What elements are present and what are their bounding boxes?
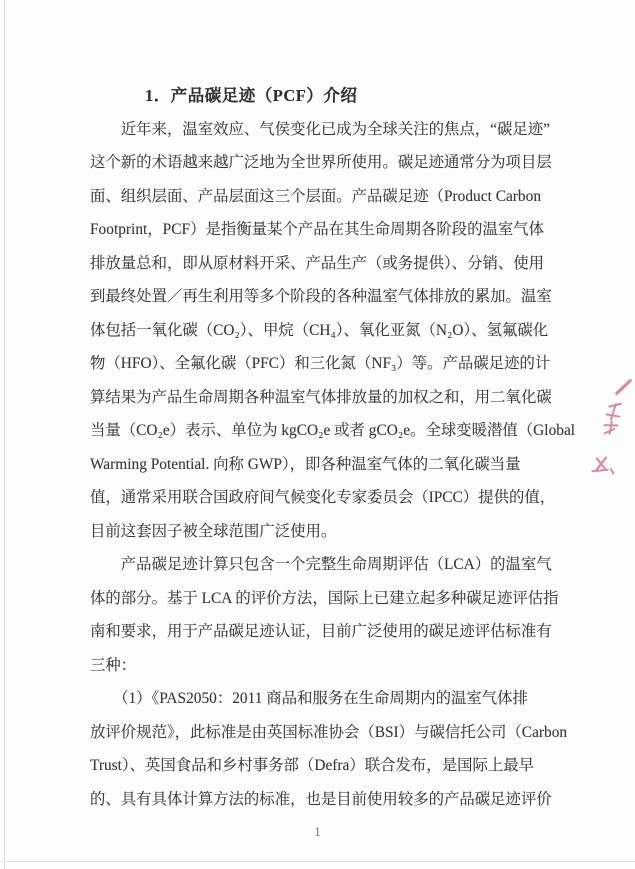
text-line: 南和要求，用于产品碳足迹认证，目前广泛使用的碳足迹评估标准有 <box>90 623 552 640</box>
text-line: 体的部分。基于 LCA 的评价方法，国际上已建立起多种碳足迹评估指 <box>90 589 559 607</box>
page-number: 1 <box>314 824 321 839</box>
text-line: 面、组织层面、产品层面这三个层面。产品碳足迹（Product Carbon <box>90 187 542 205</box>
text-line: 当量（CO₂e）表示、单位为 kgCO₂e 或者 gCO₂e。全球变暖潜值（Global <box>90 422 576 439</box>
red-mark-stroke <box>610 469 613 473</box>
text-line: （1）《PAS2050：2011 商品和服务在生命周期内的温室气体排 <box>90 690 528 707</box>
text-line: 近年来，温室效应、气侯变化已成为全球关注的焦点，“碳足迹” <box>90 120 550 138</box>
body-text <box>90 113 576 817</box>
text-line: 排放量总和，即从原材料开采、产品生产（或务提供）、分销、使用 <box>90 254 545 272</box>
text-line: 的、具有具体计算方法的标准，也是目前使用较多的产品碳足迹评价 <box>90 790 552 808</box>
text-line: Warming Potential. 向称 GWP），即各种温室气体的二氧化碳当量 <box>90 455 521 473</box>
text-line: 体包括一氧化碳（CO₂）、甲烷（CH₄）、氧化亚氮（N₂O）、氢氟碳化 <box>90 321 549 339</box>
handwritten-red-mark-icon <box>586 370 635 489</box>
text-line: 值，通常采用联合国政府间气候变化专家委员会（IPCC）提供的值， <box>90 489 556 506</box>
text-line: 到最终处置／再生利用等多个阶段的各种温室气体排放的累加。温室 <box>90 288 552 305</box>
text-line: 目前这套因子被全球范围广泛使用。 <box>90 522 337 540</box>
text-line: 三种： <box>90 656 137 674</box>
text-line: 这个新的术语越来越广泛地为全世界所使用。碳足迹通常分为项目层 <box>90 154 552 171</box>
text-line: 物（HFO）、全氟化碳（PFC）和三化氮（NF₃）等。产品碳足迹的计 <box>90 355 551 372</box>
page-bottom-edge <box>0 861 635 862</box>
text-line: 放评价规范》，此标准是由英国标准协会（BSI）与碳信托公司（Carbon <box>90 723 568 741</box>
text-line: 产品碳足迹计算只包含一个完整生命周期评估（LCA）的温室气 <box>90 556 552 573</box>
page-content <box>90 79 576 816</box>
red-mark-stroke <box>617 379 630 394</box>
section-title: 1．产品碳足迹（PCF）介绍 <box>145 86 358 105</box>
text-line: 算结果为产品生命周期各种温室气体排放量的加权之和，用二氧化碳 <box>90 388 552 406</box>
page-left-edge <box>4 0 5 869</box>
text-line: Footprint，PCF）是指衡量某个产品在其生命周期各阶段的温室气体 <box>90 221 545 238</box>
text-line: Trust）、英国食品和乡村事务部（Defra）联合发布，是国际上最早 <box>90 757 535 774</box>
